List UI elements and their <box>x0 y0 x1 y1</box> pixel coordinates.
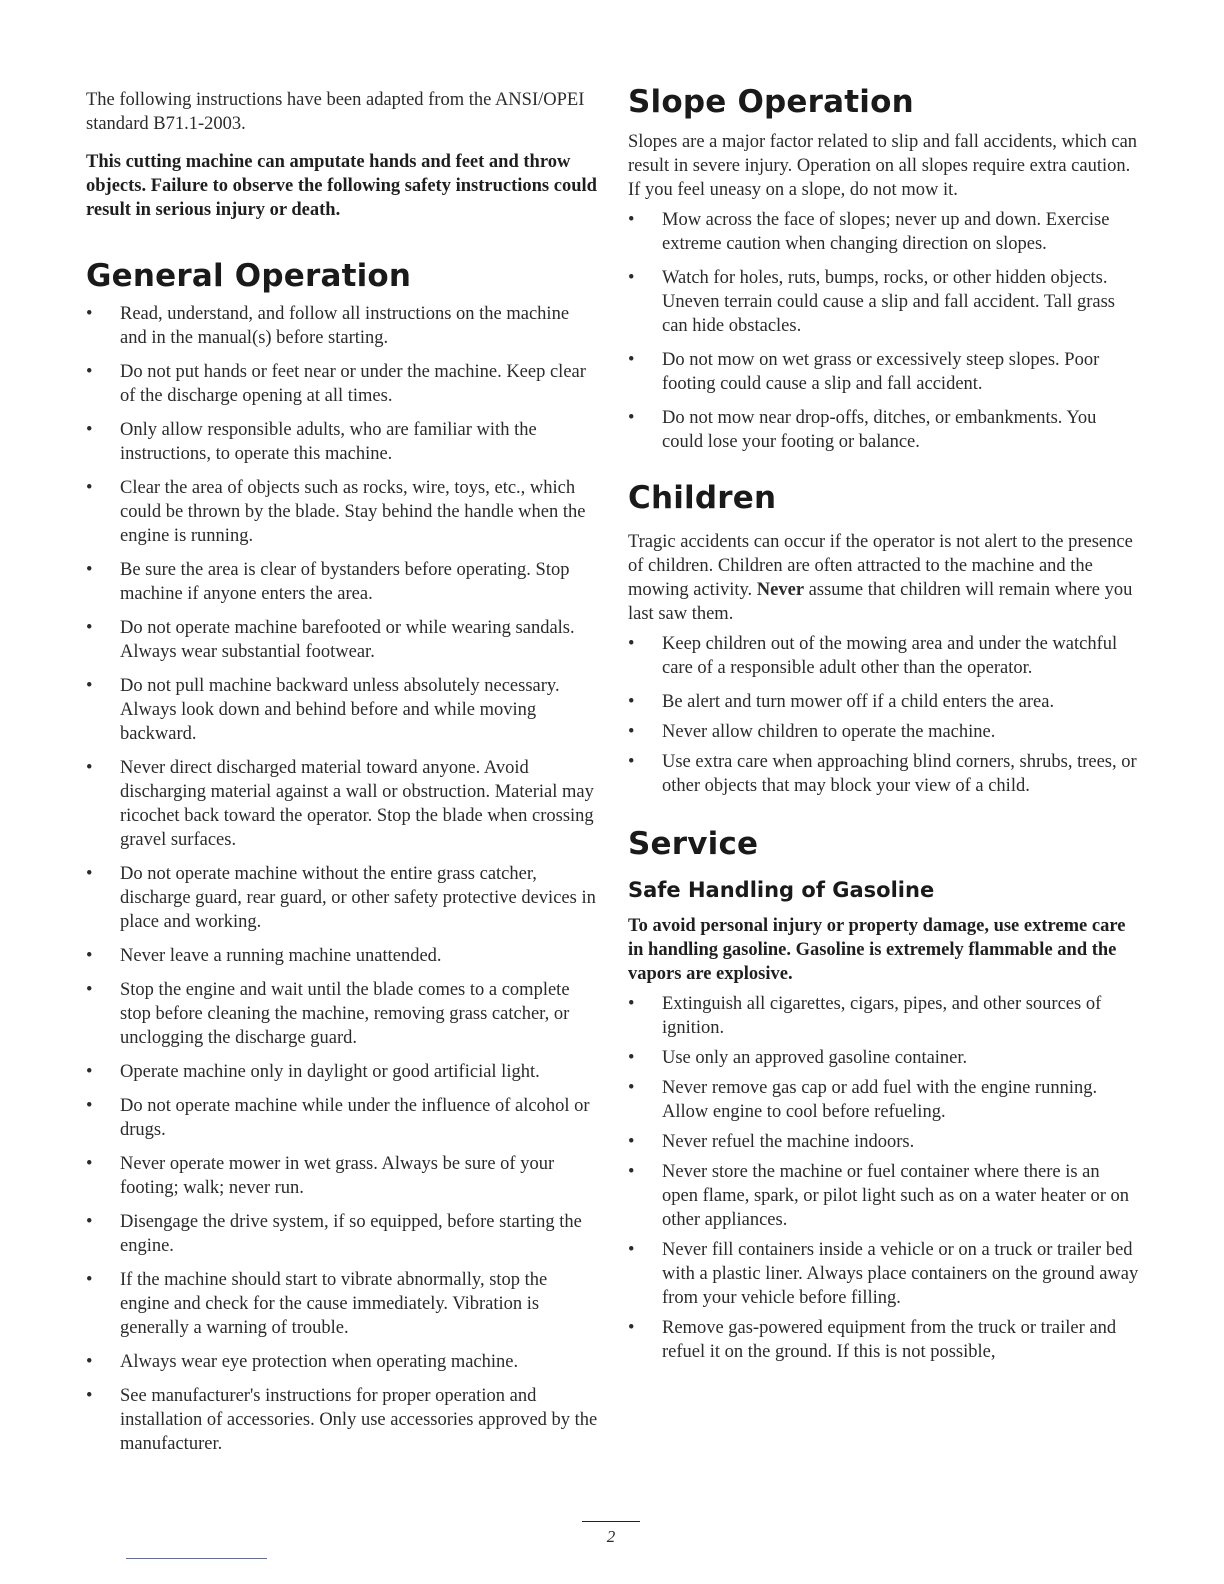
list-item: • Remove gas-powered equipment from the truck or trailer and refuel it on the ground. If this is not possible, <box>628 1318 1117 1362</box>
bullet-icon: • <box>86 758 93 778</box>
bullet-icon: • <box>628 1048 635 1068</box>
bullet-icon: • <box>86 362 93 382</box>
bullet-icon: • <box>86 980 93 1000</box>
bullet-icon: • <box>86 1270 93 1290</box>
list-item: • Watch for holes, ruts, bumps, rocks, or other hidden objects. Uneven terrain could cause a slip and fall accident. Tall grass can hide obstacles. <box>628 268 1115 336</box>
bullet-icon: • <box>86 1386 93 1406</box>
list-item: • Do not operate machine without the entire grass catcher, discharge guard, rear guard, or other safety protective devices in place and working. <box>86 864 596 932</box>
amputation-warning: This cutting machine can amputate hands and feet and throw objects. Failure to observe the following safety instructions could result in serious injury or death. <box>86 152 597 220</box>
gasoline-warning: To avoid personal injury or property damage, use extreme care in handling gasoline. Gasoline is extremely flammable and the vapors are explosive. <box>628 916 1126 984</box>
bullet-icon: • <box>628 994 635 1014</box>
bullet-icon: • <box>628 752 635 772</box>
bullet-icon: • <box>86 676 93 696</box>
footnote-divider <box>126 1558 267 1559</box>
list-item: • Keep children out of the mowing area and under the watchful care of a responsible adult other than the operator. <box>628 634 1118 678</box>
bullet-icon: • <box>86 946 93 966</box>
children-heading: Children <box>628 480 777 516</box>
right-column <box>628 82 1140 1364</box>
bullet-icon: • <box>628 210 635 230</box>
list-item: • Operate machine only in daylight or good artificial light. <box>86 1062 540 1082</box>
bullet-icon: • <box>86 1212 93 1232</box>
slope-intro-text: Slopes are a major factor related to slip and fall accidents, which can result in severe injury. Operation on all slopes require extra caution. If you feel uneasy on a slope, do not mow it. <box>628 132 1138 200</box>
left-column <box>86 88 598 1456</box>
safe-handling-gasoline-heading: Safe Handling of Gasoline <box>628 878 935 902</box>
list-item: • Never leave a running machine unattended. <box>86 946 442 966</box>
list-item: • If the machine should start to vibrate abnormally, stop the engine and check for the cause immediately. Vibration is generally a warning of trouble. <box>86 1270 548 1338</box>
bullet-icon: • <box>628 722 635 742</box>
bullet-icon: • <box>86 478 93 498</box>
slope-operation-heading: Slope Operation <box>628 84 914 120</box>
bullet-icon: • <box>628 1240 635 1260</box>
list-item: • Be sure the area is clear of bystanders before operating. Stop machine if anyone enters the area. <box>86 560 570 604</box>
general-operation-list <box>86 302 598 1456</box>
bullet-icon: • <box>628 634 635 654</box>
service-heading: Service <box>628 826 759 862</box>
list-item: • Never store the machine or fuel container where there is an open flame, spark, or pilot light such as on a water heater or on other appliances. <box>628 1162 1129 1230</box>
children-list <box>628 632 1140 798</box>
list-item: • Use extra care when approaching blind corners, shrubs, trees, or other objects that may block your view of a child. <box>628 752 1137 796</box>
list-item: • Clear the area of objects such as rocks, wire, toys, etc., which could be thrown by the blade. Stay behind the handle when the engine is running. <box>86 478 586 546</box>
footer-divider <box>582 1521 640 1522</box>
list-item: • Always wear eye protection when operating machine. <box>86 1352 519 1372</box>
bullet-icon: • <box>628 408 635 428</box>
bullet-icon: • <box>86 1062 93 1082</box>
list-item: • Do not mow on wet grass or excessively steep slopes. Poor footing could cause a slip and fall accident. <box>628 350 1100 394</box>
bullet-icon: • <box>628 1162 635 1182</box>
bullet-icon: • <box>86 1154 93 1174</box>
bullet-icon: • <box>628 1318 635 1338</box>
list-item: • Do not operate machine barefooted or while wearing sandals. Always wear substantial footwear. <box>86 618 575 662</box>
bullet-icon: • <box>86 864 93 884</box>
bullet-icon: • <box>628 692 635 712</box>
list-item: • Never refuel the machine indoors. <box>628 1132 915 1152</box>
bullet-icon: • <box>628 1078 635 1098</box>
list-item: • Never remove gas cap or add fuel with the engine running. Allow engine to cool before refueling. <box>628 1078 1098 1122</box>
list-item: • Never direct discharged material toward anyone. Avoid discharging material against a wall or obstruction. Material may ricochet back toward the operator. Stop the blade when crossing gravel surfaces. <box>86 758 594 850</box>
bullet-icon: • <box>628 1132 635 1152</box>
list-item: • Do not operate machine while under the influence of alcohol or drugs. <box>86 1096 590 1140</box>
bullet-icon: • <box>628 350 635 370</box>
list-item: • Mow across the face of slopes; never up and down. Exercise extreme caution when changing direction on slopes. <box>628 210 1110 254</box>
general-operation-heading: General Operation <box>86 258 412 294</box>
bullet-icon: • <box>628 268 635 288</box>
children-intro-text: Tragic accidents can occur if the operator is not alert to the presence of children. Children are often attracted to the machine and the mowing activity. Never assume that children will remain where you last saw them. <box>628 532 1133 624</box>
list-item: • Use only an approved gasoline container. <box>628 1048 968 1068</box>
bullet-icon: • <box>86 1096 93 1116</box>
bullet-icon: • <box>86 560 93 580</box>
bullet-icon: • <box>86 304 93 324</box>
gasoline-list <box>628 992 1140 1364</box>
slope-operation-list <box>628 208 1140 454</box>
bullet-icon: • <box>86 420 93 440</box>
list-item: • Be alert and turn mower off if a child enters the area. <box>628 692 1055 712</box>
list-item: • Stop the engine and wait until the blade comes to a complete stop before cleaning the machine, removing grass catcher, or unclogging the discharge guard. <box>86 980 570 1048</box>
list-item: • Only allow responsible adults, who are familiar with the instructions, to operate this machine. <box>86 420 537 464</box>
bullet-icon: • <box>86 1352 93 1372</box>
list-item: • Never fill containers inside a vehicle or on a truck or trailer bed with a plastic liner. Always place containers on the ground away from your vehicle before filling. <box>628 1240 1139 1308</box>
list-item: • Read, understand, and follow all instructions on the machine and in the manual(s) before starting. <box>86 304 570 348</box>
page-number: 2 <box>606 1527 616 1546</box>
list-item: • See manufacturer's instructions for proper operation and installation of accessories. Only use accessories approved by the manufacturer. <box>86 1386 598 1454</box>
list-item: • Never operate mower in wet grass. Always be sure of your footing; walk; never run. <box>86 1154 555 1198</box>
list-item: • Do not pull machine backward unless absolutely necessary. Always look down and behind before and while moving backward. <box>86 676 560 744</box>
intro-text: The following instructions have been adapted from the ANSI/OPEI standard B71.1-2003. <box>86 90 585 134</box>
list-item: • Disengage the drive system, if so equipped, before starting the engine. <box>86 1212 582 1256</box>
list-item: • Do not mow near drop-offs, ditches, or embankments. You could lose your footing or balance. <box>628 408 1097 452</box>
list-item: • Never allow children to operate the machine. <box>628 722 996 742</box>
list-item: • Extinguish all cigarettes, cigars, pipes, and other sources of ignition. <box>628 994 1102 1038</box>
list-item: • Do not put hands or feet near or under the machine. Keep clear of the discharge opening at all times. <box>86 362 586 406</box>
bullet-icon: • <box>86 618 93 638</box>
